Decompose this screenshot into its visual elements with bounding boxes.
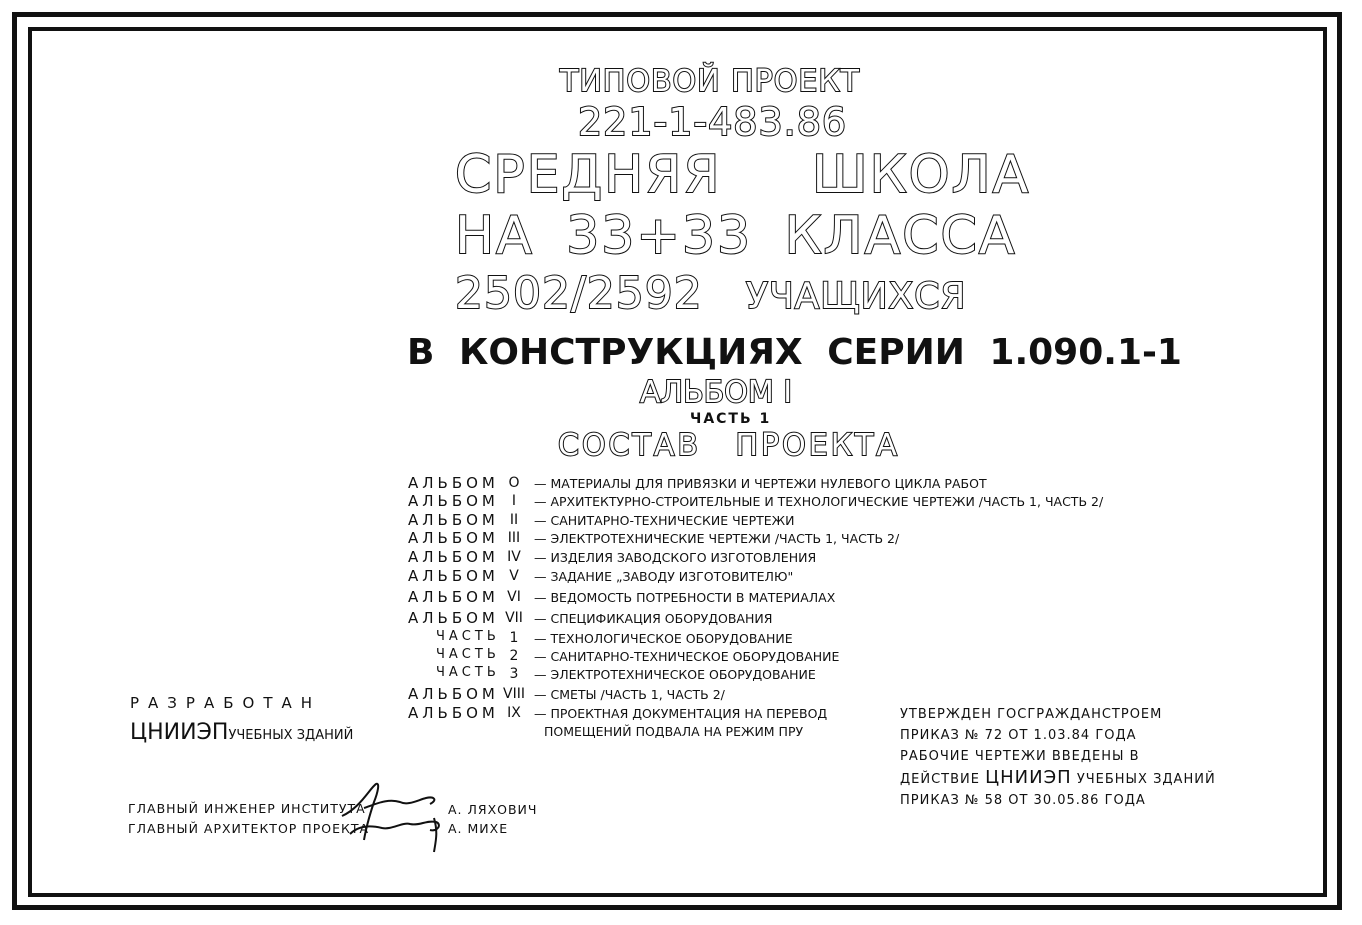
list-item-label: АЛЬБОМ [408, 685, 499, 703]
list-item-label: АЛЬБОМ [408, 704, 499, 722]
handwritten-signature-icon [330, 778, 460, 854]
list-item-description: ПОМЕЩЕНИЙ ПОДВАЛА НА РЕЖИМ ПРУ [544, 724, 804, 739]
list-item-description: — СМЕТЫ /ЧАСТЬ 1, ЧАСТЬ 2/ [534, 687, 725, 702]
list-item-description: — МАТЕРИАЛЫ ДЛЯ ПРИВЯЗКИ И ЧЕРТЕЖИ НУЛЕВОГО ЦИКЛА РАБОТ [534, 476, 987, 491]
list-item-label: ЧАСТЬ [436, 665, 500, 680]
list-item-description: — АРХИТЕКТУРНО-СТРОИТЕЛЬНЫЕ И ТЕХНОЛОГИЧЕСКИЕ ЧЕРТЕЖИ /ЧАСТЬ 1, ЧАСТЬ 2/ [534, 494, 1104, 509]
list-item-description: — ПРОЕКТНАЯ ДОКУМЕНТАЦИЯ НА ПЕРЕВОД [534, 706, 828, 721]
class-capacity: НА 33+33 КЛАССА [455, 206, 1017, 266]
list-item-number: O [508, 475, 520, 491]
approval-org: ЦНИИЭП [985, 767, 1072, 788]
list-item-number: 3 [509, 666, 519, 682]
list-item-description: — ВЕДОМОСТЬ ПОТРЕБНОСТИ В МАТЕРИАЛАХ [534, 590, 836, 605]
signature-name: А. ЛЯХОВИЧ [448, 802, 538, 817]
approval-line [900, 767, 1216, 790]
list-item-number: II [509, 512, 519, 528]
list-item-description: — САНИТАРНО-ТЕХНИЧЕСКОЕ ОБОРУДОВАНИЕ [534, 649, 840, 664]
developer-org [130, 720, 353, 745]
building-name: СРЕДНЯЯ ШКОЛА [455, 145, 1031, 205]
approval-line: УТВЕРЖДЕН ГОСГРАЖДАНСТРОЕМ [900, 707, 1163, 722]
part-title: ЧАСТЬ 1 [690, 411, 772, 427]
list-item-description: — ЭЛЕКТРОТЕХНИЧЕСКИЕ ЧЕРТЕЖИ /ЧАСТЬ 1, ЧАСТЬ 2/ [534, 531, 900, 546]
album-title: АЛЬБОМ I [640, 375, 793, 410]
list-item-number: I [511, 493, 517, 509]
list-item-label: АЛЬБОМ [408, 609, 499, 627]
list-item-label: АЛЬБОМ [408, 511, 499, 529]
list-item-label: ЧАСТЬ [436, 629, 500, 644]
list-item-number: V [509, 568, 519, 584]
list-item-number: IV [507, 549, 521, 565]
approval-action: ДЕЙСТВИЕ [900, 772, 980, 787]
student-word: УЧАЩИХСЯ [746, 276, 967, 317]
list-item-description: — ТЕХНОЛОГИЧЕСКОЕ ОБОРУДОВАНИЕ [534, 631, 793, 646]
list-item-label: ЧАСТЬ [436, 647, 500, 662]
approval-org-suffix: УЧЕБНЫХ ЗДАНИЙ [1076, 772, 1216, 787]
composition-title: СОСТАВ ПРОЕКТА [558, 428, 900, 463]
developer-org-name: ЦНИИЭП [130, 720, 229, 745]
signature-name: А. МИХЕ [448, 821, 509, 836]
signature-role: ГЛАВНЫЙ АРХИТЕКТОР ПРОЕКТА [128, 821, 370, 836]
list-item-number: 1 [509, 630, 519, 646]
student-count: 2502/2592 [455, 268, 703, 319]
list-item-description: — ЗАДАНИЕ „ЗАВОДУ ИЗГОТОВИТЕЛЮ" [534, 569, 794, 584]
list-item-description: — ИЗДЕЛИЯ ЗАВОДСКОГО ИЗГОТОВЛЕНИЯ [534, 550, 817, 565]
developer-org-suffix: УЧЕБНЫХ ЗДАНИЙ [228, 728, 354, 743]
list-item-label: АЛЬБОМ [408, 588, 499, 606]
list-item-label: АЛЬБОМ [408, 492, 499, 510]
signature-role: ГЛАВНЫЙ ИНЖЕНЕР ИНСТИТУТА [128, 801, 366, 816]
list-item-number: VII [505, 610, 523, 626]
list-item-number: III [507, 530, 521, 546]
project-type-title: ТИПОВОЙ ПРОЕКТ [560, 64, 860, 99]
list-item-description: — САНИТАРНО-ТЕХНИЧЕСКИЕ ЧЕРТЕЖИ [534, 513, 795, 528]
project-number: 221-1-483.86 [578, 100, 848, 144]
list-item-number: IX [507, 705, 521, 721]
approval-block [900, 704, 1216, 811]
list-item-number: VI [507, 589, 521, 605]
list-item-label: АЛЬБОМ [408, 567, 499, 585]
list-item-number: 2 [509, 648, 519, 664]
list-item-label: АЛЬБОМ [408, 474, 499, 492]
list-item-description: — ЭЛЕКТРОТЕХНИЧЕСКОЕ ОБОРУДОВАНИЕ [534, 667, 816, 682]
approval-line: ПРИКАЗ № 58 ОТ 30.05.86 ГОДА [900, 793, 1146, 808]
list-item-label: АЛЬБОМ [408, 529, 499, 547]
approval-line: ПРИКАЗ № 72 ОТ 1.03.84 ГОДА [900, 728, 1137, 743]
developer-label: РАЗРАБОТАН [130, 694, 322, 712]
list-item-label: АЛЬБОМ [408, 548, 499, 566]
approval-line: РАБОЧИЕ ЧЕРТЕЖИ ВВЕДЕНЫ В [900, 749, 1140, 764]
construction-series: В КОНСТРУКЦИЯХ СЕРИИ 1.090.1-1 [407, 332, 1182, 373]
list-item-number: VIII [503, 686, 525, 702]
list-item-description: — СПЕЦИФИКАЦИЯ ОБОРУДОВАНИЯ [534, 611, 773, 626]
